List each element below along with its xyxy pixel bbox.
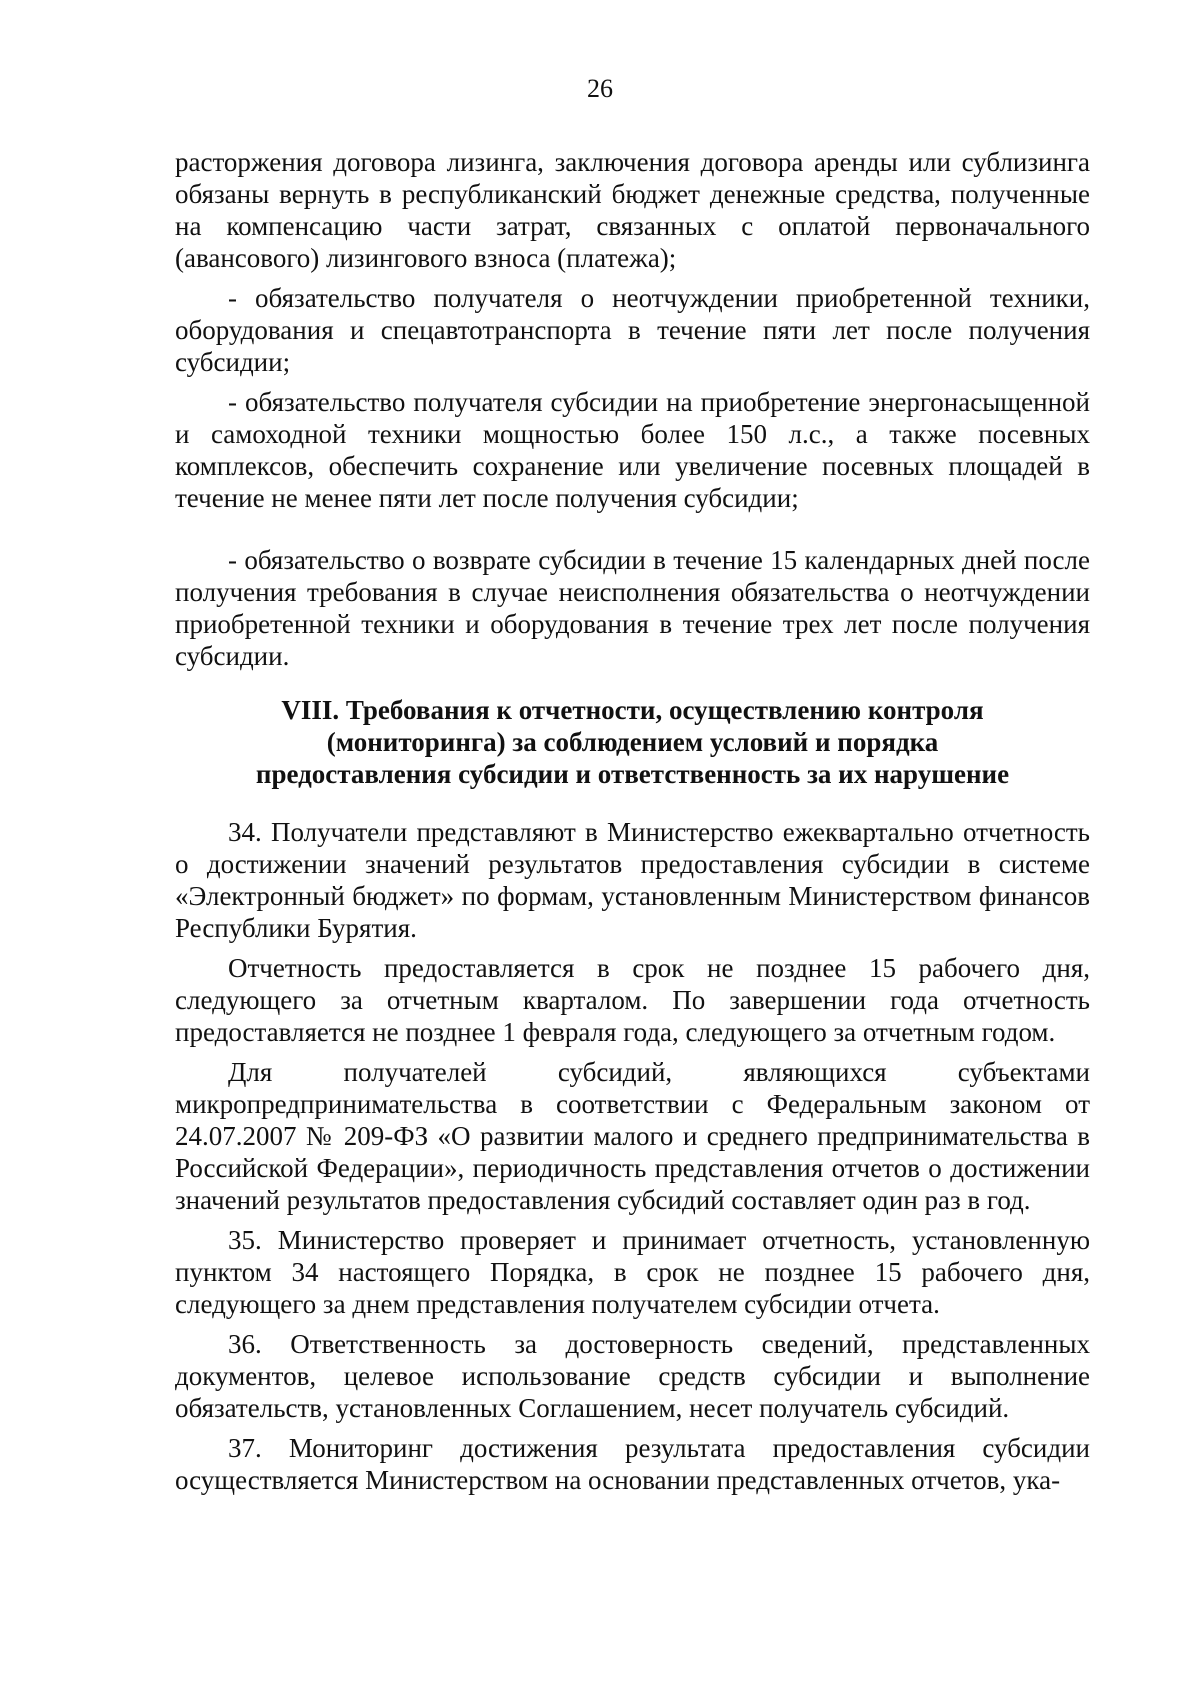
paragraph-reporting-deadline: Отчетность предоставляется в срок не позднее 15 рабочего дня, следующего за отчетным кварталом. По завершении года отчетность предоставляется не позднее 1 февраля года, следующего за отчетным годом.	[175, 953, 1090, 1047]
paragraph-obligation-refund: - обязательство о возврате субсидии в течение 15 календарных дней после получения требования в случае неисполнения обязательства о неотчуждении приобретенной техники и оборудования в течение трех лет после получения субсидии.	[175, 545, 1090, 671]
section-heading-line: VIII. Требования к отчетности, осуществлению контроля	[281, 695, 984, 725]
paragraph-item-37: 37. Мониторинг достижения результата предоставления субсидии осуществляется Министерством на основании представленных отчетов, ука-	[175, 1433, 1090, 1495]
page-number: 26	[587, 74, 613, 103]
paragraph-continuation: расторжения договора лизинга, заключения договора аренды или сублизинга обязаны вернуть в республиканский бюджет денежные средства, полученные на компенсацию части затрат, связанных с оплатой первоначального (авансового) лизингового взноса (платежа);	[175, 147, 1090, 273]
paragraph-obligation-sown-area: - обязательство получателя субсидии на приобретение энергонасыщенной и самоходной техники мощностью более 150 л.с., а также посевных комплексов, обеспечить сохранение или увеличение посевных площадей в течение не менее пяти лет после получения субсидии;	[175, 387, 1090, 513]
paragraph-obligation-no-alienation: - обязательство получателя о неотчуждении приобретенной техники, оборудования и спецавтотранспорта в течение пяти лет после получения субсидии;	[175, 283, 1090, 377]
paragraph-item-35: 35. Министерство проверяет и принимает отчетность, установленную пунктом 34 настоящего Порядка, в срок не позднее 15 рабочего дня, следующего за днем представления получателем субсидии отчета.	[175, 1225, 1090, 1319]
paragraph-item-34: 34. Получатели представляют в Министерство ежеквартально отчетность о достижении значений результатов предоставления субсидии в системе «Электронный бюджет» по формам, установленным Министерством финансов Республики Бурятия.	[175, 817, 1090, 943]
section-heading	[175, 694, 1090, 790]
paragraph-item-36: 36. Ответственность за достоверность сведений, представленных документов, целевое использование средств субсидии и выполнение обязательств, установленных Соглашением, несет получатель субсидий.	[175, 1329, 1090, 1423]
paragraph-micro-enterprise: Для получателей субсидий, являющихся субъектами микропредпринимательства в соответствии с Федеральным законом от 24.07.2007 № 209-ФЗ «О развитии малого и среднего предпринимательства в Российской Федерации», периодичность представления отчетов о достижении значений результатов предоставления субсидий составляет один раз в год.	[175, 1057, 1090, 1215]
section-heading-line: (мониторинга) за соблюдением условий и порядка	[326, 727, 939, 757]
page-content	[175, 146, 1090, 1504]
section-heading-line: предоставления субсидии и ответственность за их нарушение	[255, 759, 1010, 789]
